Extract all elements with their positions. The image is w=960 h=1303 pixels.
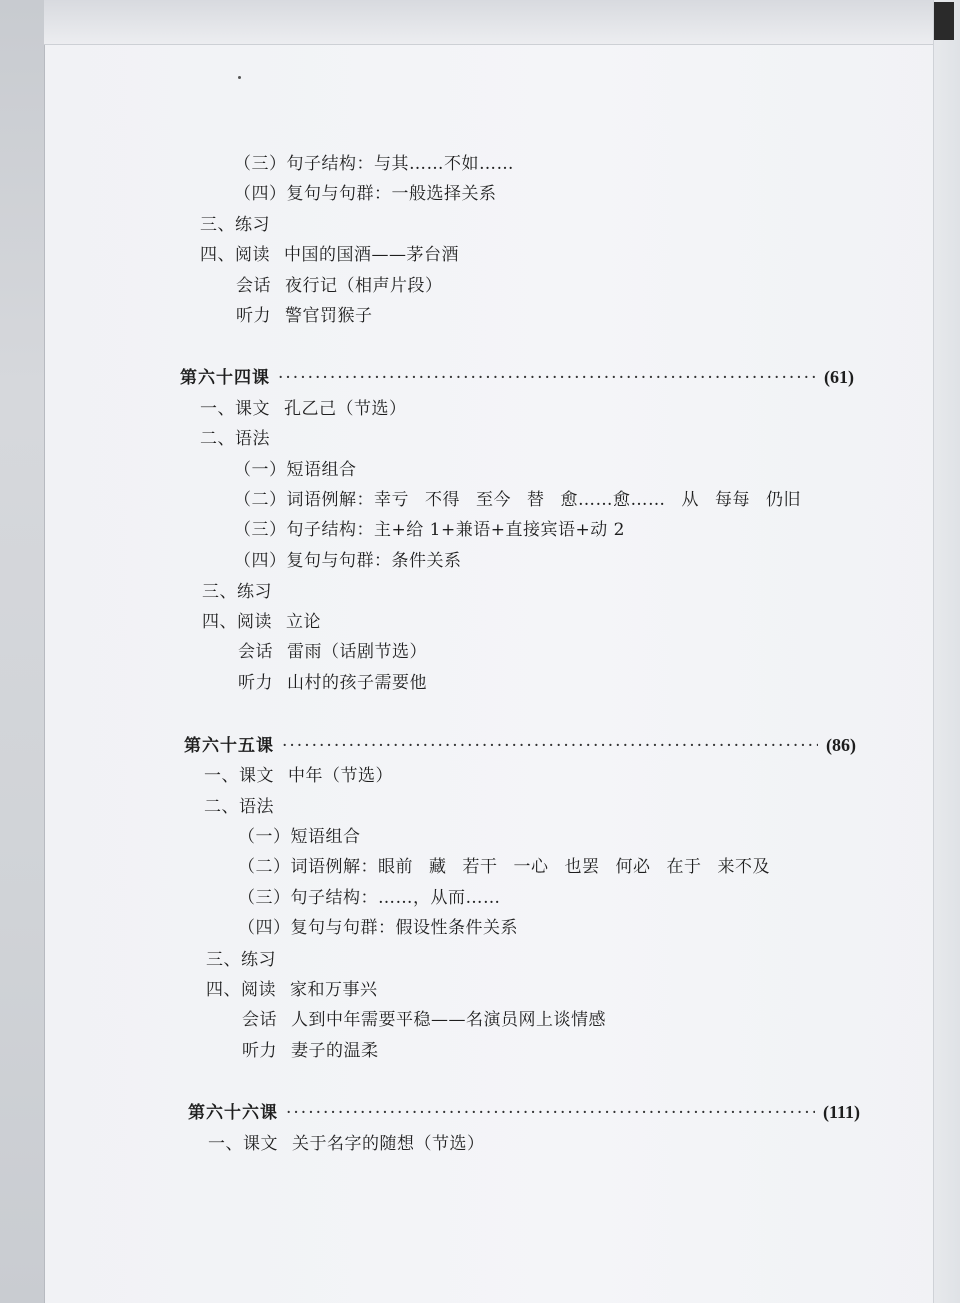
toc-line: 听力 山村的孩子需要他 bbox=[238, 673, 427, 693]
toc-line: （二）词语例解：眼前 藏 若干 一心 也罢 何必 在于 来不及 bbox=[238, 857, 770, 877]
scanner-right-edge bbox=[933, 0, 960, 1303]
toc-line: 会话 夜行记（相声片段） bbox=[236, 276, 443, 296]
page-number: (111) bbox=[822, 1102, 860, 1122]
toc-line: 一、课文 中年（节选） bbox=[204, 766, 393, 786]
toc-line: 三、练习 bbox=[200, 215, 270, 235]
toc-page bbox=[44, 44, 934, 1303]
lesson-64-heading[interactable] bbox=[180, 366, 854, 389]
scan-corner-mark bbox=[934, 2, 954, 40]
dot-leader bbox=[278, 367, 816, 389]
lesson-65-heading[interactable] bbox=[184, 734, 856, 757]
toc-line: （三）句子结构：与其……不如…… bbox=[234, 154, 514, 174]
toc-line: 会话 雷雨（话剧节选） bbox=[238, 642, 427, 662]
toc-line: （四）复句与句群：假设性条件关系 bbox=[238, 918, 518, 938]
toc-line: （一）短语组合 bbox=[234, 460, 357, 480]
toc-line: （二）词语例解：幸亏 不得 至今 替 愈……愈…… 从 每每 仍旧 bbox=[234, 490, 801, 510]
scanner-left-edge bbox=[0, 0, 45, 1303]
toc-line: （一）短语组合 bbox=[238, 827, 361, 847]
page-number: (61) bbox=[824, 367, 854, 387]
toc-line: （三）句子结构：主+给 1+兼语+直接宾语+动 2 bbox=[234, 520, 625, 540]
page-number: (86) bbox=[826, 735, 856, 755]
toc-line: 三、练习 bbox=[206, 950, 276, 970]
scanner-top-edge bbox=[44, 0, 934, 45]
toc-line: 四、阅读 立论 bbox=[202, 612, 321, 632]
toc-line: （三）句子结构：……，从而…… bbox=[238, 888, 501, 908]
dot-leader bbox=[286, 1102, 815, 1124]
toc-line: 四、阅读 中国的国酒——茅台酒 bbox=[200, 245, 459, 265]
toc-line: 一、课文 孔乙己（节选） bbox=[200, 399, 407, 419]
dot-leader bbox=[282, 735, 818, 757]
toc-line: 听力 妻子的温柔 bbox=[242, 1041, 379, 1061]
toc-line: 会话 人到中年需要平稳——名演员网上谈情感 bbox=[242, 1010, 606, 1030]
toc-line: 三、练习 bbox=[202, 582, 272, 602]
toc-line: （四）复句与句群：一般选择关系 bbox=[234, 184, 497, 204]
lesson-title: 第六十六课 bbox=[188, 1103, 278, 1123]
toc-line: 听力 警官罚猴子 bbox=[236, 306, 373, 326]
lesson-66-heading[interactable] bbox=[188, 1101, 860, 1124]
toc-line: 二、语法 bbox=[204, 797, 274, 817]
lesson-title: 第六十四课 bbox=[180, 368, 270, 388]
toc-line: 一、课文 关于名字的随想（节选） bbox=[208, 1134, 485, 1154]
lesson-title: 第六十五课 bbox=[184, 736, 274, 756]
toc-line: 四、阅读 家和万事兴 bbox=[206, 980, 378, 1000]
toc-line: （四）复句与句群：条件关系 bbox=[234, 551, 462, 571]
toc-line: 二、语法 bbox=[200, 429, 270, 449]
